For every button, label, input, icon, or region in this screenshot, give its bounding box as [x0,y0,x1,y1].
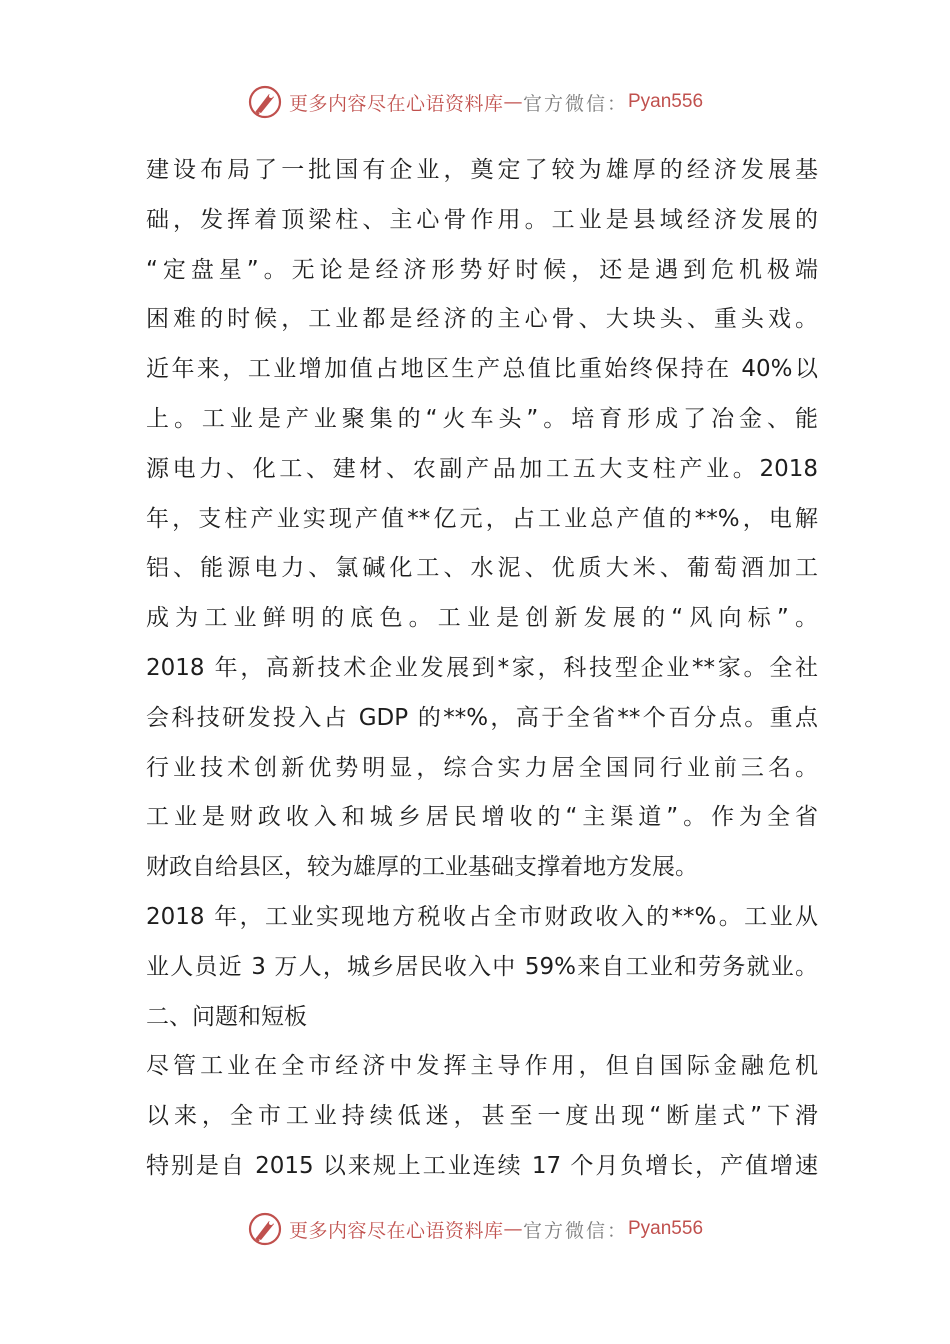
section-heading: 二、问题和短板 [146,1003,307,1030]
body-line-3: “定盘星”。无论是经济形势好时候，还是遇到危机极端 [146,256,818,283]
body-line-5: 近年来，工业增加值占地区生产总值比重始终保持在 40%以 [146,356,818,383]
body-line-14: 工业是财政收入和城乡居民增收的“主渠道”。作为全省 [146,804,818,831]
header-wechat-id: Pyan556 [628,91,704,112]
body-line-13: 行业技术创新优势明显，综合实力居全国同行业前三名。 [146,754,818,781]
header-brand-text: 更多内容尽在心语资料库 [288,92,504,115]
footer-official-label: 官方微信： [522,1219,628,1242]
body-line-9: 铝、能源电力、氯碱化工、水泥、优质大米、葡萄酒加工 [146,555,818,582]
body-line-21: 特别是自 2015 以来规上工业连续 17 个月负增长，产值增速 [146,1152,818,1179]
body-line-12: 会科技研发投入占 GDP 的**%，高于全省**个百分点。重点 [146,704,818,731]
body-line-20: 以来，全市工业持续低迷，甚至一度出现“断崖式”下滑 [146,1103,818,1130]
footer-banner [0,1207,950,1251]
pen-nib-logo-icon [247,84,283,120]
body-line-15: 财政自给县区，较为雄厚的工业基础支撑着地方发展。 [146,854,698,881]
body-line-6: 上。工业是产业聚集的“火车头”。培育形成了冶金、能 [146,405,818,432]
body-line-2: 础，发挥着顶梁柱、主心骨作用。工业是县域经济发展的 [146,206,818,233]
document-body [146,146,818,1192]
footer-brand-text: 更多内容尽在心语资料库 [288,1219,504,1242]
body-line-19: 尽管工业在全市经济中发挥主导作用，但自国际金融危机 [146,1053,818,1080]
header-banner [0,80,950,124]
header-official-label: 官方微信： [522,92,628,115]
header-dash: — [503,91,523,113]
body-line-16: 2018 年，工业实现地方税收占全市财政收入的**%。工业从 [146,903,818,930]
pen-nib-logo-icon [247,1211,283,1247]
body-line-10: 成为工业鲜明的底色。工业是创新发展的“风向标”。 [146,605,818,632]
footer-wechat-id: Pyan556 [628,1218,704,1239]
body-line-8: 年，支柱产业实现产值**亿元，占工业总产值的**%，电解 [146,505,818,532]
body-line-1: 建设布局了一批国有企业，奠定了较为雄厚的经济发展基 [146,157,818,183]
body-line-17: 业人员近 3 万人，城乡居民收入中 59%来自工业和劳务就业。 [146,953,818,980]
body-line-7: 源电力、化工、建材、农副产品加工五大支柱产业。2018 [146,455,818,482]
body-line-4: 困难的时候，工业都是经济的主心骨、大块头、重头戏。 [146,306,818,333]
footer-dash: — [503,1218,523,1240]
body-line-11: 2018 年，高新技术企业发展到*家，科技型企业**家。全社 [146,654,818,681]
